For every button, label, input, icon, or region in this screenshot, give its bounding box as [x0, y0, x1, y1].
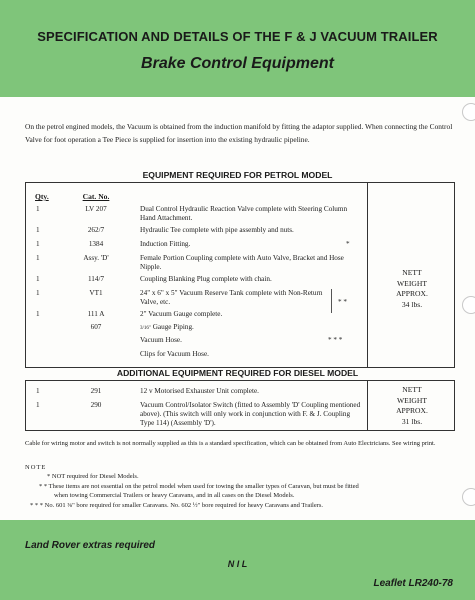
note-marker: * *: [338, 298, 347, 306]
table-row-cat: 111 A: [87, 310, 105, 318]
punch-hole: [462, 296, 475, 314]
table-row-desc: Hydraulic Tee complete with pipe assembly and nuts.: [140, 226, 294, 234]
bracket-line: [331, 289, 332, 313]
table-row-cat: LV 207: [85, 205, 107, 213]
cat-header: Cat. No.: [82, 192, 110, 201]
table-row-desc: 2" Vacuum Gauge complete.: [140, 310, 223, 318]
table-row-qty: 1: [36, 310, 40, 318]
note-marker: *: [346, 240, 350, 248]
table-row-desc: Dual Control Hydraulic Reaction Valve complete with Steering Column Hand Attachment.: [140, 205, 348, 222]
table-row-qty: 1: [36, 387, 40, 395]
table-row-qty: 1: [36, 275, 40, 283]
note-2-continued: when towing Commercial Trailers or heavy Caravans, and in all cases on the Diesel Models.: [54, 492, 295, 499]
header-band: [0, 0, 475, 97]
table-row-cat: 1384: [88, 240, 104, 248]
diesel-weight: [368, 385, 456, 427]
table-row-desc: Gauge Piping.: [152, 323, 194, 331]
table-row-qty: 1: [36, 254, 40, 262]
intro-paragraph: On the petrol engined models, the Vacuum is obtained from the induction manifold by fitting the adaptor supplied. When connecting the Control Valve for foot operation a Tee Piece is supplied for insertion into the existing hydraulic pipeline.: [25, 122, 453, 144]
table-row-desc: Coupling Blanking Plug complete with chain.: [140, 275, 272, 283]
weight-label: WEIGHT: [397, 395, 427, 405]
fraction: 3/16": [140, 326, 151, 331]
weight-label: NETT: [402, 268, 422, 277]
table-row-cat: 291: [90, 387, 102, 395]
weight-label: NETT: [402, 385, 422, 394]
leaflet-number: Leaflet LR240-78: [373, 578, 453, 589]
punch-hole: [462, 488, 475, 506]
weight-label: APPROX.: [396, 406, 428, 415]
diesel-table: [25, 380, 455, 431]
petrol-table: [25, 182, 455, 368]
table-row-qty: 1: [36, 205, 40, 213]
table-row-cat: 262/7: [87, 226, 105, 234]
extras-label: Land Rover extras required: [25, 540, 156, 551]
table-row-desc: Female Portion Coupling complete with Auto Valve, Bracket and Hose Nipple.: [140, 254, 344, 271]
table-row-cat: VT1: [89, 289, 103, 297]
page-title: SPECIFICATION AND DETAILS OF THE F & J VACUUM TRAILER: [37, 29, 438, 44]
weight-value: 34 lbs.: [401, 299, 423, 309]
punch-hole: [462, 103, 475, 121]
table-row-qty: 1: [36, 401, 40, 409]
table-row-desc: Clips for Vacuum Hose.: [140, 350, 209, 358]
extras-value: N I L: [227, 559, 248, 569]
petrol-heading: EQUIPMENT REQUIRED FOR PETROL MODEL: [142, 170, 333, 180]
note-1: * NOT required for Diesel Models.: [47, 473, 139, 480]
note-marker: * * *: [328, 336, 343, 344]
weight-label: APPROX.: [396, 289, 428, 298]
table-row-cat: 114/7: [87, 275, 105, 283]
table-row-qty: 1: [36, 240, 40, 248]
table-row-desc: 12 v Motorised Exhauster Unit complete.: [140, 387, 259, 395]
page-subtitle: Brake Control Equipment: [141, 55, 334, 72]
note-2: * * These items are not essential on the petrol model when used for towing the smaller types of Caravan, but must be fitted: [39, 483, 359, 490]
weight-value: 31 lbs.: [401, 416, 423, 426]
table-row-desc: Induction Fitting.: [140, 240, 191, 248]
note-3: * * * No. 601 ⅜" bore required for smaller Caravans. No. 602 ½" bore required for heavy Caravans and Trailers.: [30, 502, 324, 509]
table-row-qty: 1: [36, 226, 40, 234]
cable-note: Cable for wiring motor and switch is not normally supplied as this is a standard specification, which can be obtained from Auto Electricians. See wiring print.: [25, 440, 436, 447]
table-row-qty: 1: [36, 289, 40, 297]
table-row-cat: 290: [90, 401, 102, 409]
table-row-cat: Assy. 'D': [83, 254, 109, 262]
table-row-desc: Vacuum Hose.: [140, 336, 182, 344]
table-row-cat: 607: [90, 323, 102, 331]
table-row-desc: 24" x 6" x 5" Vacuum Reserve Tank complete with Non-Return Valve, etc.: [140, 289, 323, 306]
weight-label: WEIGHT: [397, 278, 427, 288]
petrol-weight: [368, 268, 456, 310]
diesel-heading: ADDITIONAL EQUIPMENT REQUIRED FOR DIESEL MODEL: [116, 368, 359, 378]
table-row-desc: Vacuum Control/Isolator Switch (fitted to Assembly 'D' Coupling mentioned above). (This switch will only work in conjunction with F. & J. Coupling Type 114) (Assembly 'D').: [140, 401, 361, 427]
qty-header: Qty.: [35, 192, 49, 201]
notes-heading: NOTE: [25, 464, 47, 471]
